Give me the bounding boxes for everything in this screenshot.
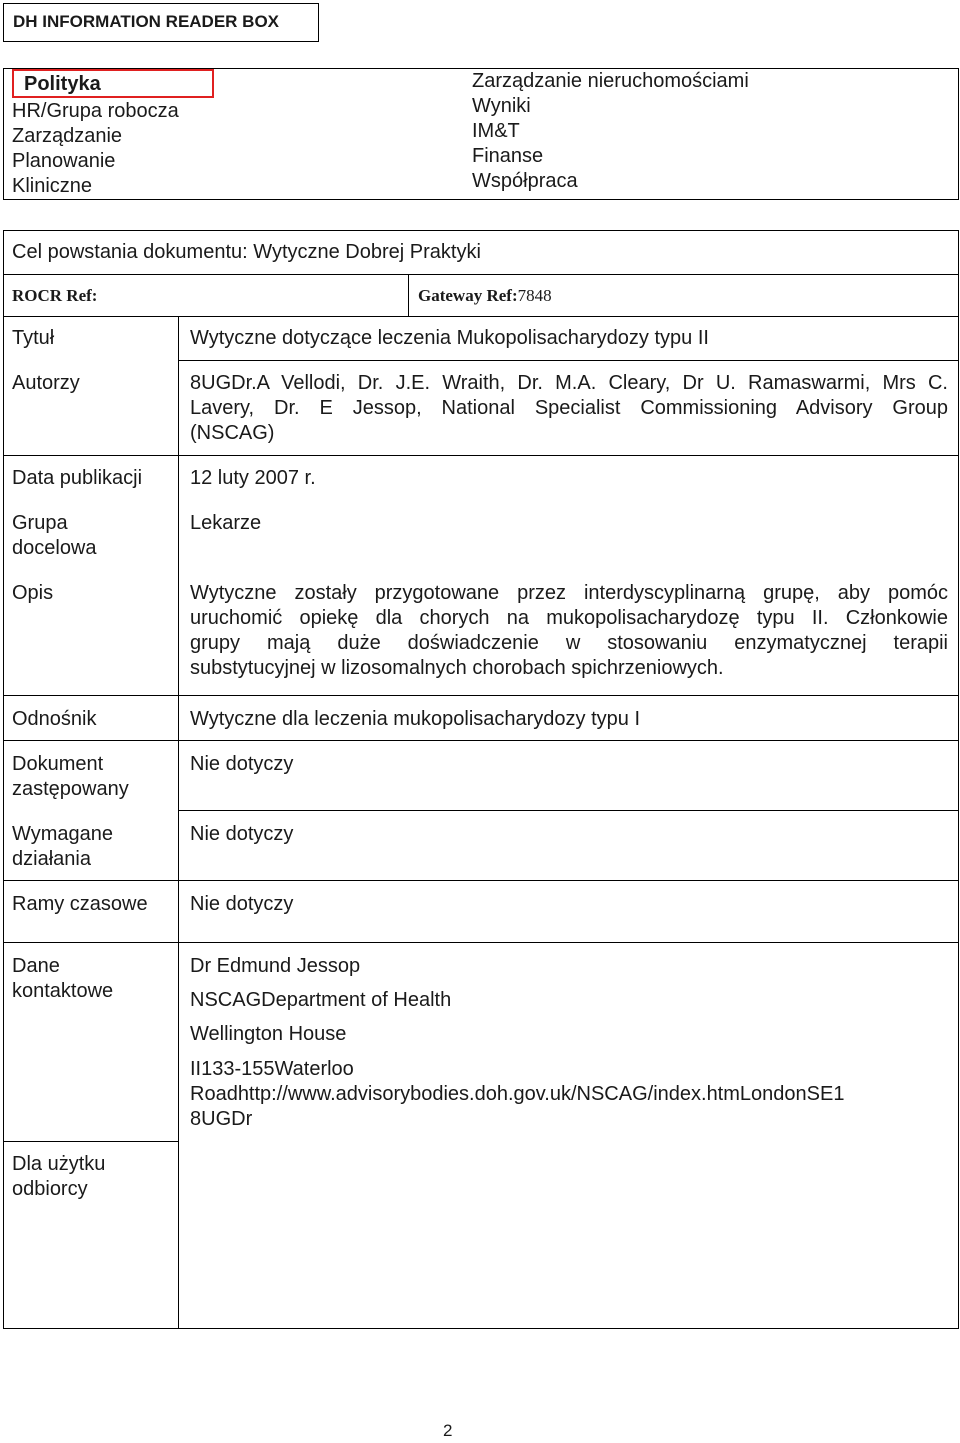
reference-label: Odnośnik: [12, 708, 97, 730]
row-divider: [3, 695, 959, 696]
table-border: [958, 230, 959, 1329]
authors-value-line: (NSCAG): [190, 422, 275, 444]
rocr-ref-label: ROCR Ref:: [12, 286, 98, 305]
table-border: [3, 1328, 959, 1329]
actions-label: Wymagane: [12, 823, 113, 845]
superseded-value: Nie dotyczy: [190, 753, 294, 775]
category-item[interactable]: HR/Grupa robocza: [12, 100, 179, 122]
gateway-ref-value: 7848: [517, 286, 552, 305]
recipient-use-label: odbiorcy: [12, 1178, 88, 1200]
description-line: substytucyjnej w lizosomalnych chorobach spichrzeniowych.: [190, 657, 724, 679]
row-divider: [3, 880, 959, 881]
column-divider: [408, 274, 409, 317]
contact-line: II133-155Waterloo: [190, 1058, 354, 1080]
category-selected[interactable]: Polityka: [24, 73, 101, 95]
table-border: [3, 230, 959, 231]
row-divider: [3, 1141, 179, 1142]
description-line: grupy mają duże doświadczenie w stosowaniu enzymatycznej terapii: [190, 632, 948, 654]
title-label: Tytuł: [12, 327, 55, 349]
authors-value-line: 8UGDr.A Vellodi, Dr. J.E. Wraith, Dr. M.A. Cleary, Dr U. Ramaswarmi, Mrs C.: [190, 372, 948, 394]
publication-date-label: Data publikacji: [12, 467, 143, 489]
row-divider: [3, 274, 959, 275]
superseded-label: Dokument: [12, 753, 104, 775]
contact-line: Wellington House: [190, 1023, 347, 1045]
authors-value-line: Lavery, Dr. E Jessop, National Specialist Commissioning Advisory Group: [190, 397, 948, 419]
document-purpose: Cel powstania dokumentu: Wytyczne Dobrej Praktyki: [12, 241, 481, 263]
row-divider: [3, 942, 959, 943]
category-item[interactable]: Współpraca: [472, 170, 578, 192]
superseded-label: zastępowany: [12, 778, 129, 800]
contact-label: Dane: [12, 955, 60, 977]
actions-label: działania: [12, 848, 91, 870]
description-line: Wytyczne zostały przygotowane przez interdyscyplinarną grupę, aby pomóc: [190, 582, 948, 604]
recipient-use-label: Dla użytku: [12, 1153, 106, 1175]
contact-label: kontaktowe: [12, 980, 114, 1002]
gateway-ref-label: Gateway Ref:: [418, 286, 518, 305]
category-item[interactable]: IM&T: [472, 120, 520, 142]
category-item[interactable]: Finanse: [472, 145, 544, 167]
column-divider: [178, 316, 179, 1329]
authors-label: Autorzy: [12, 372, 80, 394]
contact-line[interactable]: Roadhttp://www.advisorybodies.doh.gov.uk/NSCAG/index.htmLondonSE1: [190, 1083, 845, 1105]
row-divider: [178, 360, 959, 361]
target-group-label: docelowa: [12, 537, 97, 559]
description-line: uruchomić opiekę dla chorych na mukopolisacharydozę typu II. Członkowie: [190, 607, 948, 629]
row-divider: [3, 316, 959, 317]
reference-value: Wytyczne dla leczenia mukopolisacharydozy typu I: [190, 708, 641, 730]
publication-date-value: 12 luty 2007 r.: [190, 467, 316, 489]
contact-line: NSCAGDepartment of Health: [190, 989, 452, 1011]
description-label: Opis: [12, 582, 54, 604]
row-divider: [3, 740, 959, 741]
contact-line: 8UGDr: [190, 1108, 253, 1130]
category-item[interactable]: Zarządzanie: [12, 125, 123, 147]
title-value: Wytyczne dotyczące leczenia Mukopolisacharydozy typu II: [190, 327, 709, 349]
category-item[interactable]: Zarządzanie nieruchomościami: [472, 70, 749, 92]
category-item[interactable]: Kliniczne: [12, 175, 93, 197]
gateway-ref: [418, 283, 552, 308]
page-number: 2: [443, 1421, 453, 1440]
category-item[interactable]: Wyniki: [472, 95, 531, 117]
target-group-label: Grupa: [12, 512, 68, 534]
row-divider: [3, 455, 959, 456]
table-border: [3, 230, 4, 1329]
reader-box-title: DH INFORMATION READER BOX: [13, 12, 280, 31]
actions-value: Nie dotyczy: [190, 823, 294, 845]
timeframe-label: Ramy czasowe: [12, 893, 148, 915]
contact-line: Dr Edmund Jessop: [190, 955, 361, 977]
category-item[interactable]: Planowanie: [12, 150, 116, 172]
timeframe-value: Nie dotyczy: [190, 893, 294, 915]
row-divider: [178, 810, 959, 811]
target-group-value: Lekarze: [190, 512, 262, 534]
